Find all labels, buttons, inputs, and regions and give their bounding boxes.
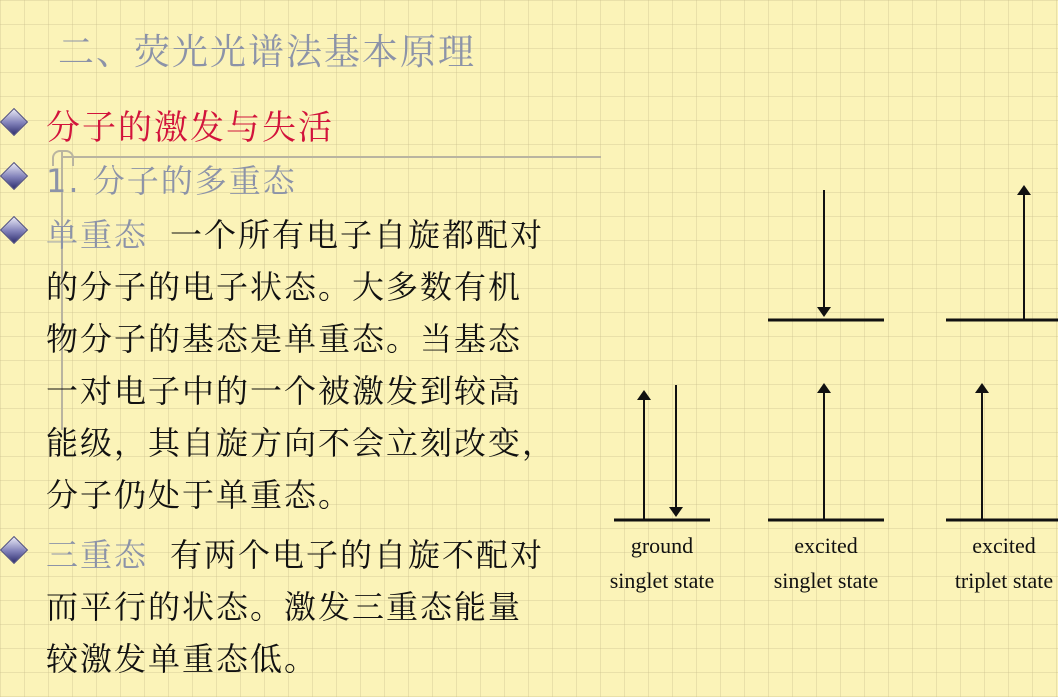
bullet-diamond-icon	[4, 112, 24, 137]
triplet-definition-line-1	[46, 530, 544, 576]
excited-singlet-label-1: excited	[794, 533, 858, 558]
bullet-heading: 分子的激发与失活	[46, 108, 334, 148]
ground-label-1: ground	[630, 533, 694, 558]
ground-label-2: singlet state	[609, 568, 715, 593]
singlet-definition-line-2: 的分子的电子状态。大多数有机	[46, 268, 523, 306]
singlet-definition-line-3: 物分子的基态是单重态。当基态	[46, 320, 523, 358]
slide-title: 二、荧光光谱法基本原理	[58, 32, 477, 73]
excited-triplet-label-1: excited	[972, 533, 1036, 558]
bullet-subheading: 1. 分子的多重态	[46, 162, 297, 200]
excited-triplet-label-2: triplet state	[954, 568, 1054, 593]
singlet-definition-line-1	[46, 210, 544, 256]
bullet-diamond-icon	[4, 220, 24, 245]
ground-singlet-state	[610, 385, 714, 593]
singlet-definition-line-5: 能级，其自旋方向不会立刻改变，	[46, 424, 557, 462]
triplet-text: 有两个电子的自旋不配对	[170, 536, 545, 574]
excited-singlet-label-2: singlet state	[773, 568, 879, 593]
bullet-diamond-icon	[4, 540, 24, 565]
excited-singlet-state	[768, 190, 884, 593]
singlet-term: 单重态	[46, 216, 149, 254]
excited-triplet-state	[946, 190, 1058, 593]
singlet-definition-line-6: 分子仍处于单重态。	[46, 476, 353, 514]
singlet-text: 一个所有电子自旋都配对	[170, 216, 545, 254]
spin-state-diagram	[600, 160, 1058, 610]
singlet-definition-line-4: 一对电子中的一个被激发到较高	[46, 372, 523, 410]
triplet-term: 三重态	[46, 536, 149, 574]
triplet-definition-line-3: 较激发单重态低。	[46, 640, 319, 678]
bullet-diamond-icon	[4, 166, 24, 191]
triplet-definition-line-2: 而平行的状态。激发三重态能量	[46, 588, 523, 626]
